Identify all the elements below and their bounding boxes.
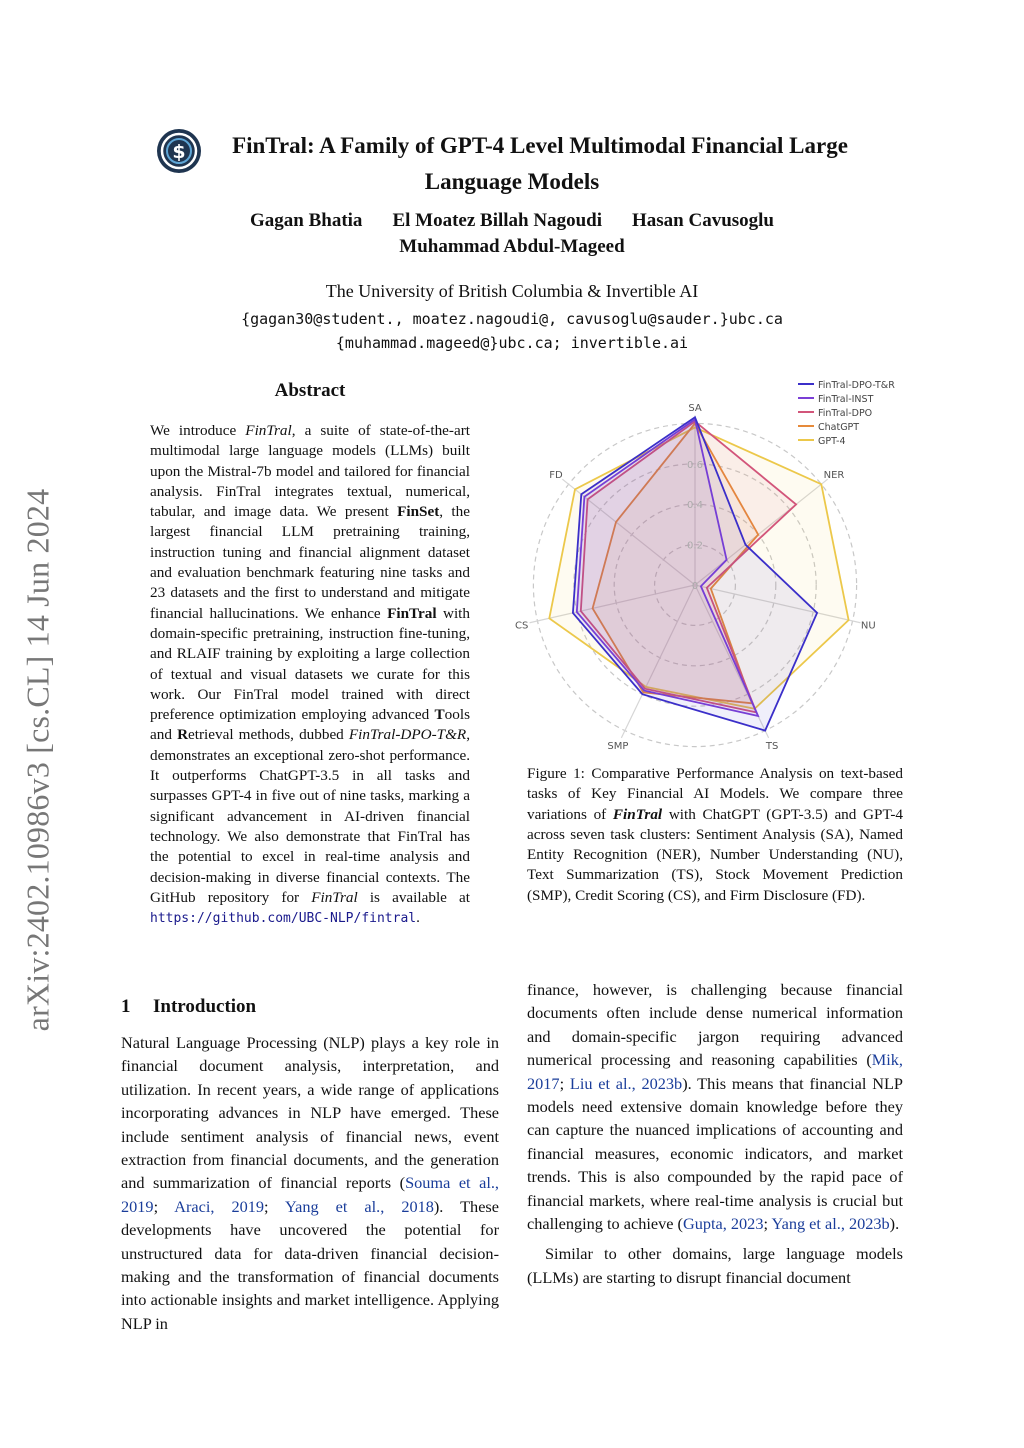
body-text: ;: [763, 1214, 772, 1234]
abstract-emph: FinTral: [311, 888, 358, 906]
body-text: ). These developments have uncovered the potential for unstructured data for data-driven financial decision-making and the transformation of financial documents into actionable insights and market intelligence. Applying NLP in: [121, 1196, 499, 1333]
category-label: NER: [823, 470, 845, 482]
author-list: [120, 208, 904, 260]
legend-entry: FinTral-INST: [818, 394, 874, 405]
title-line-2: Language Models: [424, 169, 600, 194]
tick-label: 0.4: [687, 500, 703, 512]
body-text: Similar to other domains, large language models (LLMs) are starting to disrupt financial document: [527, 1244, 903, 1287]
abstract-text: is available at: [357, 888, 471, 906]
tick-label: 0: [691, 581, 699, 592]
abstract-text: We introduce: [150, 422, 246, 439]
legend-entry: GPT-4: [818, 436, 846, 447]
legend-entry: ChatGPT: [818, 422, 860, 433]
category-label: TS: [765, 741, 779, 753]
body-text: Natural Language Processing (NLP) plays a key role in financial document analysis, interpretation, and utilization. In recent years, a wide range of applications incorporating advances in NLP have emerged. These include sentiment analysis of financial news, event extraction from financial documents, and the generation and summarization of financial reports (: [121, 1033, 499, 1193]
github-link[interactable]: https://github.com/UBC-NLP/fintral: [150, 911, 417, 927]
abstract-text: , a suite of state-of-the-art multimodal large language models (LLMs) built upon the Mistral-7b model and tailored for financial analysis. FinTral integrates textual, numerical, tabular, and image data. We present: [150, 422, 470, 521]
citation-link[interactable]: Souma et al., 2019: [121, 1173, 500, 1216]
category-label: FD: [549, 470, 563, 482]
abstract-emph: FinTral: [245, 422, 292, 439]
email-block: [120, 307, 904, 355]
caption-emph: FinTral: [612, 805, 663, 823]
abstract-text: ools and: [150, 706, 470, 744]
section-title: Introduction: [153, 996, 257, 1017]
figure-caption: [527, 764, 903, 906]
abstract-bold: FinSet: [397, 503, 440, 521]
author-name: Gagan Bhatia: [249, 210, 363, 231]
abstract-emph: FinTral-DPO-T&R: [348, 726, 467, 744]
radar-chart: [515, 370, 910, 753]
body-text: ;: [264, 1196, 285, 1216]
body-text: ;: [559, 1073, 570, 1093]
category-label: CS: [515, 620, 529, 632]
abstract-text: , demonstrates an exceptional zero-shot performance. It outperforms ChatGPT-3.5 in all tasks and surpasses GPT-4 in five out of nine tasks, marking a significant advancement in AI-driven financial technology. We also demonstrate that FinTral has the potential to excel in real-time analysis and decision-making in diverse financial contexts. The GitHub repository for: [150, 726, 470, 906]
category-label: NU: [860, 620, 876, 632]
abstract-text: .: [416, 909, 420, 927]
caption-text: with ChatGPT (GPT-3.5) and GPT-4 across seven task clusters: Sentiment Analysis (SA), Named Entity Recognition (NER), Number Understanding (NU), Text Summarization (TS), Stock Movement Prediction (SMP), Credit Scoring (CS), and Firm Disclosure (FD).: [527, 805, 904, 904]
abstract-heading: Abstract: [274, 380, 346, 401]
author-name: Hasan Cavusoglu: [631, 210, 775, 231]
body-text: ). This means that financial NLP models need extensive domain knowledge before they can capture the nuanced implications of accounting and financial measures, economic indicators, and market trends. This is also compounded by the rapid pace of financial markets, where real-time analysis is crucial but challenging to achieve (: [527, 1073, 903, 1234]
citation-link[interactable]: Liu et al., 2023b: [569, 1073, 683, 1093]
affiliation: The University of British Columbia & Invertible AI: [325, 281, 699, 301]
arxiv-stamp: [8, 460, 68, 1060]
fintral-logo-icon: [156, 128, 202, 174]
email-line: {gagan30@student., moatez.nagoudi@, cavusoglu@sauder.}ubc.ca: [241, 310, 783, 328]
category-label: SMP: [607, 741, 629, 753]
abstract-bold: T: [434, 706, 445, 724]
citation-link[interactable]: Mik, 2017: [527, 1050, 903, 1093]
email-line: {muhammad.mageed@}ubc.ca; invertible.ai: [335, 334, 689, 352]
citation-link[interactable]: Yang et al., 2023b: [771, 1214, 890, 1234]
citation-link[interactable]: Yang et al., 2018: [284, 1196, 434, 1216]
abstract-body: [150, 421, 470, 929]
citation-link[interactable]: Araci, 2019: [174, 1196, 265, 1216]
author-name: Muhammad Abdul-Mageed: [399, 236, 625, 257]
abstract-bold: R: [177, 726, 189, 744]
arxiv-id: arXiv:2402.10986v3 [cs.CL] 14 Jun 2024: [19, 488, 56, 1032]
author-name: El Moatez Billah Nagoudi: [392, 210, 602, 231]
tick-label: 0.2: [687, 540, 703, 552]
intro-right-column: [527, 978, 903, 1289]
intro-left-column: [121, 1031, 499, 1335]
title-line-1: FinTral: A Family of GPT-4 Level Multimodal Financial Large: [232, 133, 848, 158]
caption-text: Figure 1: Comparative Performance Analysis on text-based tasks of Key Financial AI Models. We compare three variations of: [527, 765, 903, 823]
legend-entry: FinTral-DPO: [818, 408, 873, 419]
abstract-text: , the largest financial LLM pretraining training, instruction tuning and financial alignment dataset and evaluation benchmark featuring nine tasks and 23 datasets and the first to understand and mitigate financial hallucinations. We enhance: [150, 503, 470, 622]
citation-link[interactable]: Gupta, 2023: [682, 1214, 764, 1234]
body-text: finance, however, is challenging because financial documents often include dense numerical information and domain-specific jargon requiring advanced numerical processing and reasoning capabilities (: [527, 980, 903, 1070]
paper-title: [120, 128, 904, 200]
body-text: ).: [889, 1214, 900, 1234]
body-text: ;: [153, 1196, 175, 1216]
legend-entry: FinTral-DPO-T&R: [818, 380, 895, 391]
category-label: SA: [688, 403, 702, 415]
section-number: 1: [121, 996, 131, 1017]
svg-text:$: $: [172, 141, 186, 163]
tick-label: 0.6: [687, 459, 703, 471]
abstract-text: etrieval methods, dubbed: [188, 726, 349, 744]
abstract-text: with domain-specific pretraining, instruction fine-tuning, and RLAIF training by exploiting a large collection of textual and visual datasets we curate for this work. Our FinTral model trained with direct preference optimization employing advanced: [150, 604, 470, 724]
abstract-bold: FinTral: [387, 604, 437, 622]
section-heading: [121, 996, 256, 1018]
